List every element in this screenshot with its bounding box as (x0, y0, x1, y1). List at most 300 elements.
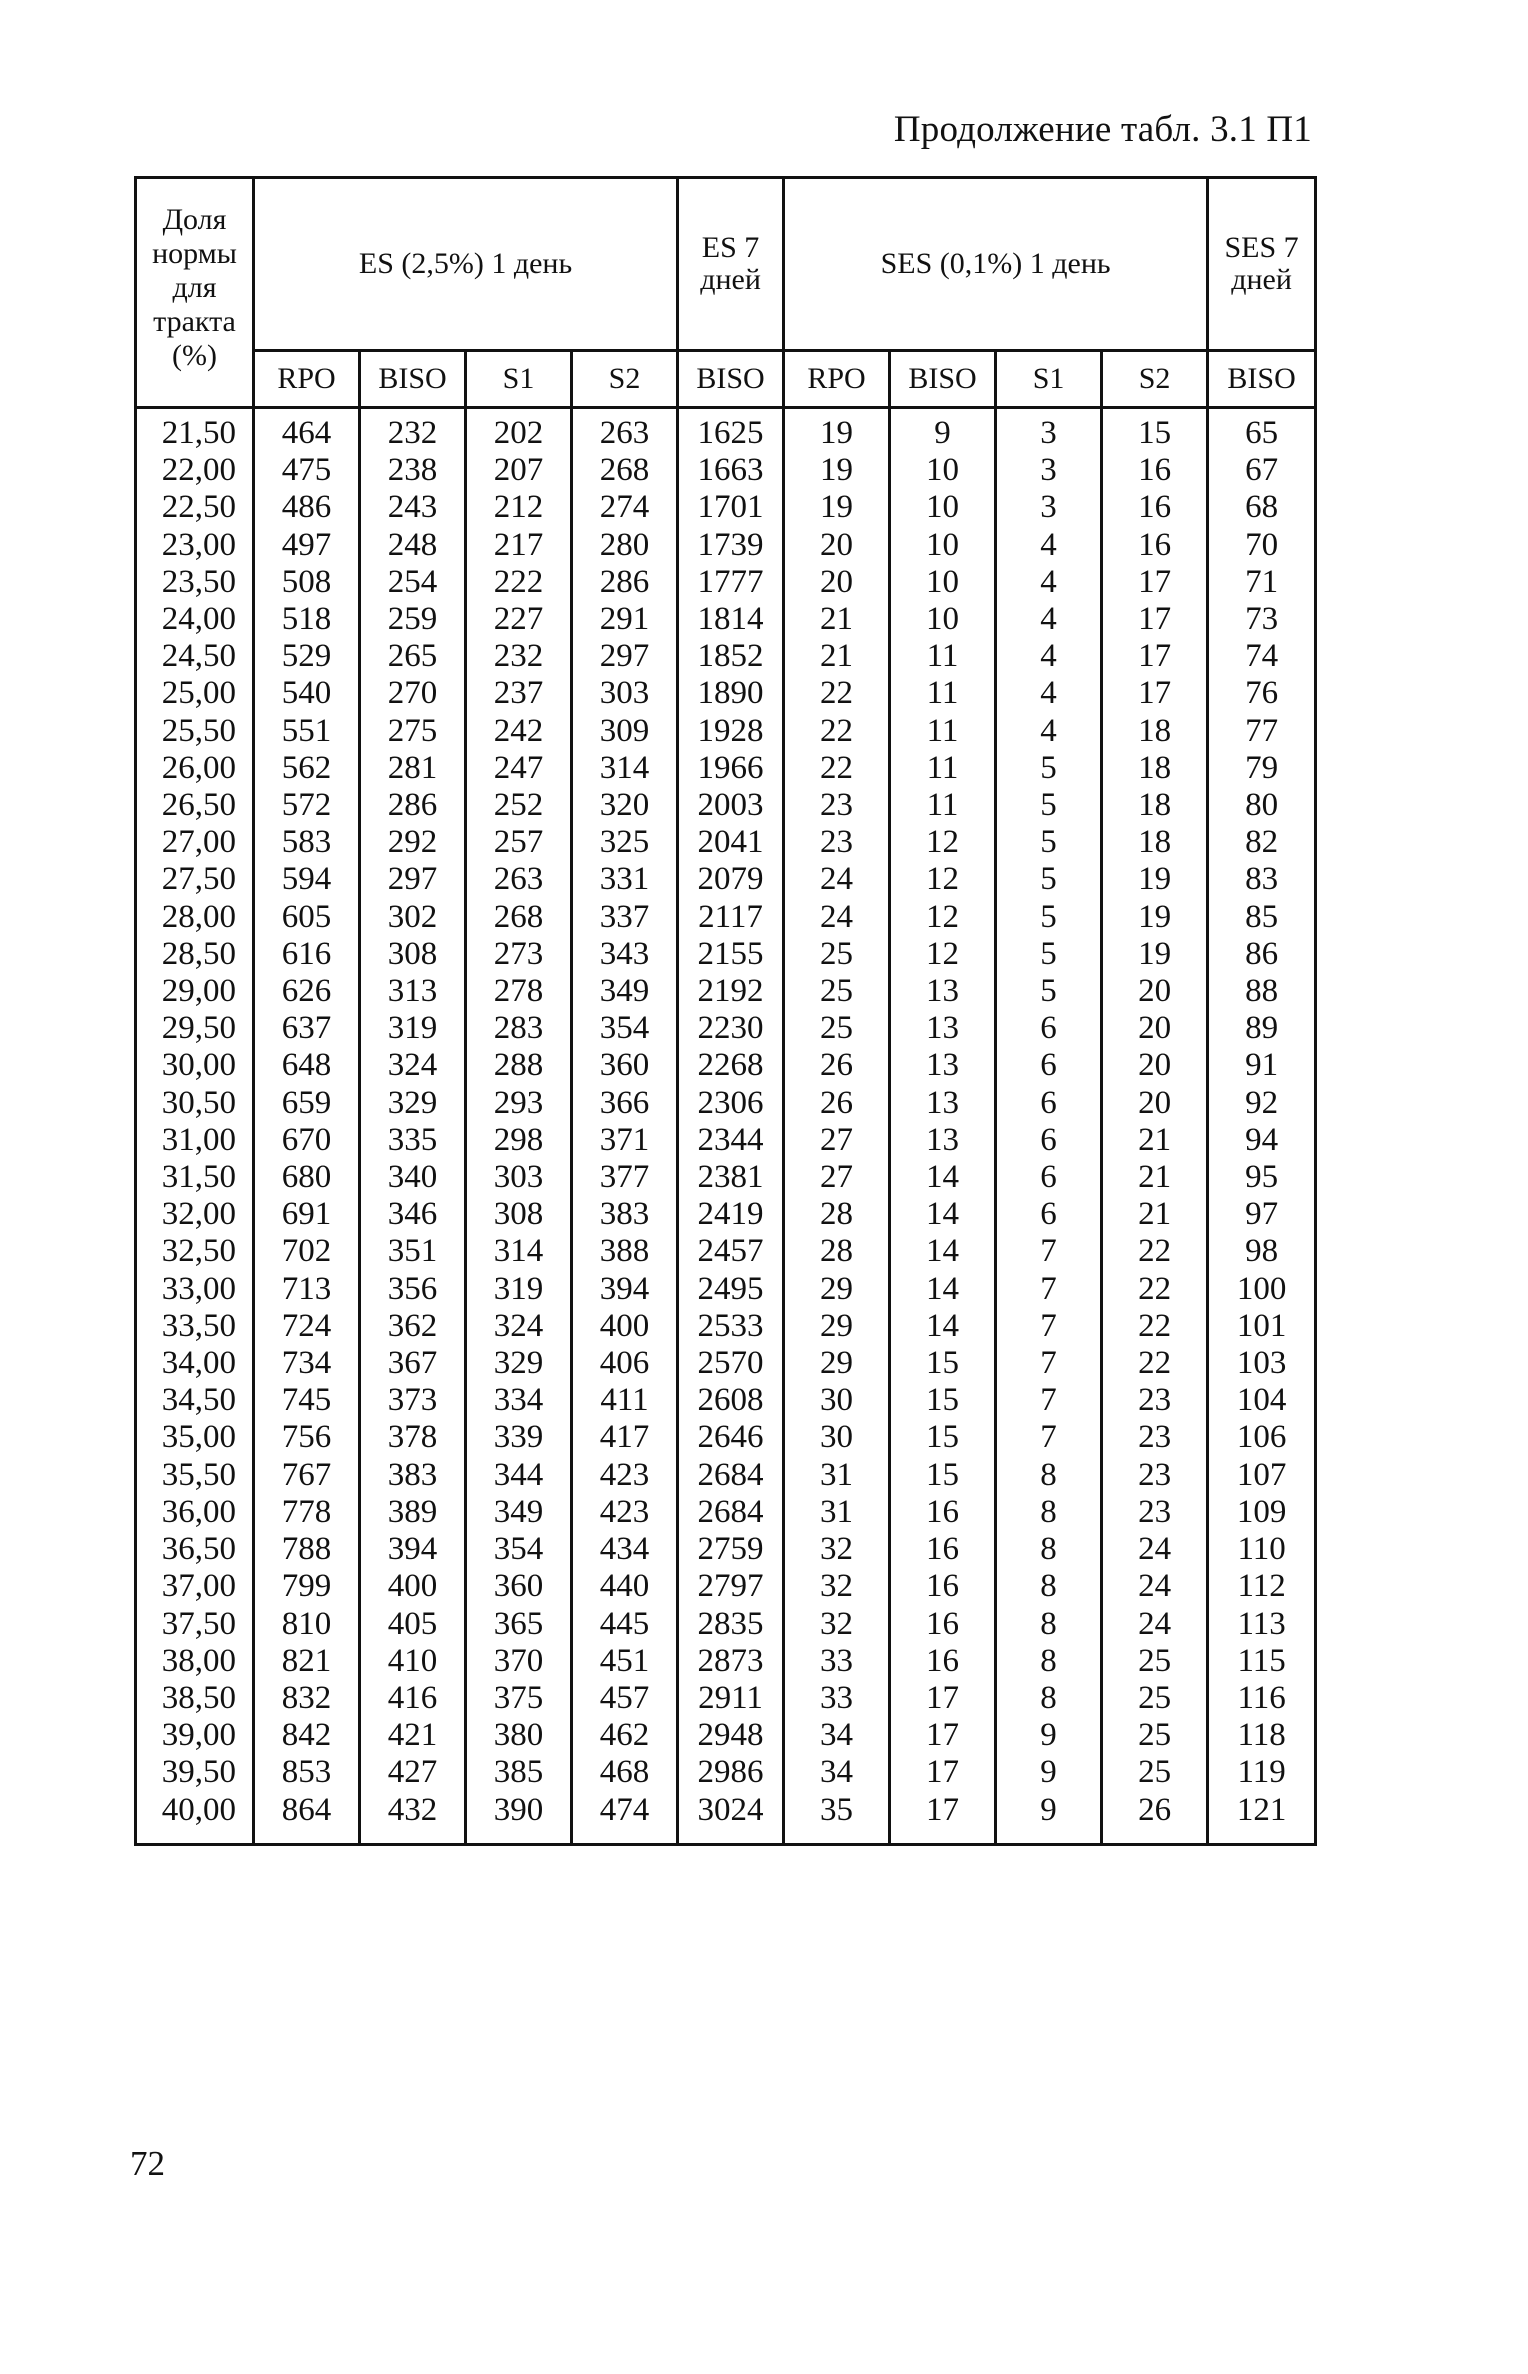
value-cell: 434 (572, 1531, 678, 1568)
value-cell: 212 (466, 489, 572, 526)
value-cell: 112 (1208, 1568, 1316, 1605)
value-cell: 106 (1208, 1419, 1316, 1456)
value-cell: 17 (890, 1792, 996, 1829)
value-cell: 94 (1208, 1122, 1316, 1159)
value-cell: 302 (360, 899, 466, 936)
value-cell: 756 (254, 1419, 360, 1456)
value-cell: 21 (1102, 1122, 1208, 1159)
value-cell: 34 (784, 1717, 890, 1754)
value-cell: 486 (254, 489, 360, 526)
value-cell: 24 (1102, 1606, 1208, 1643)
value-cell: 1928 (678, 713, 784, 750)
value-cell: 864 (254, 1792, 360, 1829)
value-cell: 298 (466, 1122, 572, 1159)
share-cell: 33,00 (136, 1271, 254, 1308)
value-cell: 2570 (678, 1345, 784, 1382)
value-cell: 6 (996, 1196, 1102, 1233)
value-cell: 417 (572, 1419, 678, 1456)
value-cell: 810 (254, 1606, 360, 1643)
table-row (136, 1159, 1316, 1196)
value-cell: 232 (466, 638, 572, 675)
value-cell: 18 (1102, 750, 1208, 787)
value-cell: 8 (996, 1643, 1102, 1680)
value-cell: 2268 (678, 1047, 784, 1084)
table-row (136, 750, 1316, 787)
value-cell: 28 (784, 1233, 890, 1270)
value-cell: 337 (572, 899, 678, 936)
value-cell: 14 (890, 1271, 996, 1308)
value-cell: 3 (996, 415, 1102, 452)
value-cell: 286 (572, 564, 678, 601)
value-cell: 360 (466, 1568, 572, 1605)
value-cell: 119 (1208, 1754, 1316, 1791)
value-cell: 29 (784, 1271, 890, 1308)
value-cell: 286 (360, 787, 466, 824)
value-cell: 12 (890, 824, 996, 861)
data-table-container (134, 176, 1314, 1846)
table-row (136, 489, 1316, 526)
value-cell: 594 (254, 861, 360, 898)
value-cell: 335 (360, 1122, 466, 1159)
value-cell: 27 (784, 1122, 890, 1159)
value-cell: 24 (1102, 1531, 1208, 1568)
value-cell: 319 (360, 1010, 466, 1047)
value-cell: 92 (1208, 1085, 1316, 1122)
table-row (136, 1680, 1316, 1717)
value-cell: 2759 (678, 1531, 784, 1568)
subheader-cell: BISO (890, 351, 996, 408)
header-es-week: ES 7 дней (678, 178, 784, 351)
header-ses-day: SES (0,1%) 1 день (784, 178, 1208, 351)
value-cell: 14 (890, 1159, 996, 1196)
value-cell: 17 (890, 1754, 996, 1791)
value-cell: 31 (784, 1457, 890, 1494)
value-cell: 8 (996, 1568, 1102, 1605)
share-cell: 24,00 (136, 601, 254, 638)
value-cell: 680 (254, 1159, 360, 1196)
value-cell: 2684 (678, 1457, 784, 1494)
value-cell: 12 (890, 899, 996, 936)
value-cell: 8 (996, 1680, 1102, 1717)
table-bottom-spacer-row (136, 1829, 1316, 1845)
value-cell: 13 (890, 1010, 996, 1047)
value-cell: 243 (360, 489, 466, 526)
value-cell: 1625 (678, 415, 784, 452)
value-cell: 19 (1102, 861, 1208, 898)
table-row (136, 415, 1316, 452)
value-cell: 8 (996, 1457, 1102, 1494)
value-cell: 97 (1208, 1196, 1316, 1233)
value-cell: 377 (572, 1159, 678, 1196)
value-cell: 16 (890, 1568, 996, 1605)
spacer-cell (466, 408, 572, 416)
value-cell: 2344 (678, 1122, 784, 1159)
table-row (136, 638, 1316, 675)
value-cell: 405 (360, 1606, 466, 1643)
subheader-cell: BISO (1208, 351, 1316, 408)
value-cell: 26 (784, 1047, 890, 1084)
value-cell: 110 (1208, 1531, 1316, 1568)
value-cell: 583 (254, 824, 360, 861)
value-cell: 5 (996, 973, 1102, 1010)
value-cell: 13 (890, 1122, 996, 1159)
header-row-subcolumns (136, 351, 1316, 408)
value-cell: 89 (1208, 1010, 1316, 1047)
value-cell: 329 (360, 1085, 466, 1122)
table-row (136, 1568, 1316, 1605)
value-cell: 497 (254, 527, 360, 564)
value-cell: 2986 (678, 1754, 784, 1791)
value-cell: 17 (1102, 564, 1208, 601)
value-cell: 380 (466, 1717, 572, 1754)
value-cell: 339 (466, 1419, 572, 1456)
value-cell: 25 (1102, 1754, 1208, 1791)
spacer-cell (1208, 1829, 1316, 1845)
value-cell: 19 (1102, 899, 1208, 936)
value-cell: 98 (1208, 1233, 1316, 1270)
value-cell: 19 (784, 415, 890, 452)
table-row (136, 452, 1316, 489)
share-cell: 27,00 (136, 824, 254, 861)
value-cell: 365 (466, 1606, 572, 1643)
value-cell: 13 (890, 973, 996, 1010)
table-row (136, 1345, 1316, 1382)
value-cell: 6 (996, 1047, 1102, 1084)
value-cell: 648 (254, 1047, 360, 1084)
value-cell: 464 (254, 415, 360, 452)
value-cell: 416 (360, 1680, 466, 1717)
share-cell: 32,50 (136, 1233, 254, 1270)
value-cell: 281 (360, 750, 466, 787)
value-cell: 508 (254, 564, 360, 601)
value-cell: 427 (360, 1754, 466, 1791)
value-cell: 7 (996, 1419, 1102, 1456)
value-cell: 4 (996, 601, 1102, 638)
table-row (136, 824, 1316, 861)
value-cell: 288 (466, 1047, 572, 1084)
value-cell: 9 (996, 1754, 1102, 1791)
value-cell: 314 (466, 1233, 572, 1270)
value-cell: 313 (360, 973, 466, 1010)
value-cell: 5 (996, 861, 1102, 898)
value-cell: 354 (466, 1531, 572, 1568)
value-cell: 29 (784, 1345, 890, 1382)
value-cell: 100 (1208, 1271, 1316, 1308)
value-cell: 445 (572, 1606, 678, 1643)
value-cell: 745 (254, 1382, 360, 1419)
value-cell: 354 (572, 1010, 678, 1047)
value-cell: 283 (466, 1010, 572, 1047)
value-cell: 11 (890, 638, 996, 675)
value-cell: 475 (254, 452, 360, 489)
value-cell: 314 (572, 750, 678, 787)
value-cell: 7 (996, 1233, 1102, 1270)
value-cell: 17 (1102, 601, 1208, 638)
value-cell: 26 (784, 1085, 890, 1122)
share-cell: 27,50 (136, 861, 254, 898)
subheader-cell: RPO (784, 351, 890, 408)
value-cell: 518 (254, 601, 360, 638)
value-cell: 334 (466, 1382, 572, 1419)
value-cell: 440 (572, 1568, 678, 1605)
value-cell: 273 (466, 936, 572, 973)
value-cell: 21 (784, 601, 890, 638)
table-row (136, 1717, 1316, 1754)
value-cell: 388 (572, 1233, 678, 1270)
subheader-cell: BISO (678, 351, 784, 408)
share-cell: 31,00 (136, 1122, 254, 1159)
value-cell: 25 (1102, 1680, 1208, 1717)
value-cell: 23 (784, 787, 890, 824)
share-cell: 24,50 (136, 638, 254, 675)
value-cell: 2155 (678, 936, 784, 973)
value-cell: 3024 (678, 1792, 784, 1829)
value-cell: 373 (360, 1382, 466, 1419)
value-cell: 252 (466, 787, 572, 824)
spacer-cell (1208, 408, 1316, 416)
value-cell: 27 (784, 1159, 890, 1196)
value-cell: 7 (996, 1308, 1102, 1345)
table-row (136, 1643, 1316, 1680)
value-cell: 320 (572, 787, 678, 824)
value-cell: 394 (360, 1531, 466, 1568)
table-row (136, 1010, 1316, 1047)
value-cell: 1777 (678, 564, 784, 601)
value-cell: 17 (890, 1717, 996, 1754)
value-cell: 637 (254, 1010, 360, 1047)
spacer-cell (996, 408, 1102, 416)
value-cell: 232 (360, 415, 466, 452)
value-cell: 91 (1208, 1047, 1316, 1084)
value-cell: 325 (572, 824, 678, 861)
value-cell: 118 (1208, 1717, 1316, 1754)
value-cell: 263 (466, 861, 572, 898)
value-cell: 5 (996, 750, 1102, 787)
value-cell: 280 (572, 527, 678, 564)
value-cell: 362 (360, 1308, 466, 1345)
value-cell: 259 (360, 601, 466, 638)
header-es-day: ES (2,5%) 1 день (254, 178, 678, 351)
share-cell: 23,00 (136, 527, 254, 564)
subheader-cell: S2 (572, 351, 678, 408)
value-cell: 33 (784, 1680, 890, 1717)
value-cell: 410 (360, 1643, 466, 1680)
value-cell: 16 (890, 1494, 996, 1531)
table-row (136, 1494, 1316, 1531)
table-row (136, 787, 1316, 824)
value-cell: 6 (996, 1085, 1102, 1122)
value-cell: 14 (890, 1233, 996, 1270)
share-cell: 39,50 (136, 1754, 254, 1791)
value-cell: 265 (360, 638, 466, 675)
subheader-cell: S1 (996, 351, 1102, 408)
value-cell: 670 (254, 1122, 360, 1159)
value-cell: 2192 (678, 973, 784, 1010)
value-cell: 254 (360, 564, 466, 601)
value-cell: 4 (996, 675, 1102, 712)
share-cell: 37,00 (136, 1568, 254, 1605)
value-cell: 2495 (678, 1271, 784, 1308)
value-cell: 104 (1208, 1382, 1316, 1419)
table-row (136, 1382, 1316, 1419)
table-caption: Продолжение табл. 3.1 П1 (893, 109, 1312, 150)
table-row (136, 1085, 1316, 1122)
value-cell: 832 (254, 1680, 360, 1717)
page-number: 72 (130, 2144, 165, 2183)
value-cell: 16 (1102, 452, 1208, 489)
spacer-cell (890, 408, 996, 416)
value-cell: 275 (360, 713, 466, 750)
value-cell: 79 (1208, 750, 1316, 787)
table-row (136, 1308, 1316, 1345)
spacer-cell (136, 408, 254, 416)
value-cell: 23 (1102, 1457, 1208, 1494)
value-cell: 22 (1102, 1271, 1208, 1308)
spacer-cell (784, 1829, 890, 1845)
value-cell: 293 (466, 1085, 572, 1122)
value-cell: 4 (996, 527, 1102, 564)
value-cell: 16 (890, 1606, 996, 1643)
value-cell: 24 (784, 899, 890, 936)
value-cell: 297 (360, 861, 466, 898)
table-row (136, 936, 1316, 973)
value-cell: 77 (1208, 713, 1316, 750)
spacer-cell (572, 408, 678, 416)
value-cell: 2948 (678, 1717, 784, 1754)
value-cell: 4 (996, 638, 1102, 675)
value-cell: 375 (466, 1680, 572, 1717)
value-cell: 2419 (678, 1196, 784, 1233)
value-cell: 15 (890, 1419, 996, 1456)
value-cell: 383 (572, 1196, 678, 1233)
value-cell: 207 (466, 452, 572, 489)
value-cell: 263 (572, 415, 678, 452)
value-cell: 274 (572, 489, 678, 526)
value-cell: 16 (890, 1531, 996, 1568)
value-cell: 247 (466, 750, 572, 787)
spacer-cell (360, 408, 466, 416)
value-cell: 7 (996, 1345, 1102, 1382)
value-cell: 15 (890, 1457, 996, 1494)
value-cell: 83 (1208, 861, 1316, 898)
share-cell: 34,00 (136, 1345, 254, 1382)
value-cell: 562 (254, 750, 360, 787)
share-cell: 29,00 (136, 973, 254, 1010)
table-row (136, 1122, 1316, 1159)
value-cell: 10 (890, 489, 996, 526)
value-cell: 103 (1208, 1345, 1316, 1382)
value-cell: 24 (784, 861, 890, 898)
value-cell: 2003 (678, 787, 784, 824)
share-cell: 29,50 (136, 1010, 254, 1047)
spacer-cell (360, 1829, 466, 1845)
value-cell: 9 (996, 1792, 1102, 1829)
value-cell: 2381 (678, 1159, 784, 1196)
share-cell: 25,00 (136, 675, 254, 712)
value-cell: 19 (1102, 936, 1208, 973)
value-cell: 222 (466, 564, 572, 601)
value-cell: 1663 (678, 452, 784, 489)
value-cell: 5 (996, 936, 1102, 973)
value-cell: 691 (254, 1196, 360, 1233)
value-cell: 551 (254, 713, 360, 750)
table-row (136, 1047, 1316, 1084)
value-cell: 88 (1208, 973, 1316, 1010)
value-cell: 21 (784, 638, 890, 675)
value-cell: 257 (466, 824, 572, 861)
value-cell: 371 (572, 1122, 678, 1159)
value-cell: 11 (890, 787, 996, 824)
value-cell: 33 (784, 1643, 890, 1680)
value-cell: 18 (1102, 824, 1208, 861)
value-cell: 237 (466, 675, 572, 712)
value-cell: 25 (784, 936, 890, 973)
value-cell: 80 (1208, 787, 1316, 824)
value-cell: 292 (360, 824, 466, 861)
value-cell: 309 (572, 713, 678, 750)
value-cell: 1852 (678, 638, 784, 675)
table-row (136, 1531, 1316, 1568)
subheader-cell: S1 (466, 351, 572, 408)
value-cell: 5 (996, 899, 1102, 936)
value-cell: 799 (254, 1568, 360, 1605)
value-cell: 2041 (678, 824, 784, 861)
value-cell: 8 (996, 1531, 1102, 1568)
value-cell: 20 (1102, 973, 1208, 1010)
value-cell: 370 (466, 1643, 572, 1680)
value-cell: 385 (466, 1754, 572, 1791)
value-cell: 331 (572, 861, 678, 898)
share-cell: 33,50 (136, 1308, 254, 1345)
value-cell: 291 (572, 601, 678, 638)
value-cell: 17 (1102, 638, 1208, 675)
share-cell: 36,00 (136, 1494, 254, 1531)
value-cell: 34 (784, 1754, 890, 1791)
value-cell: 10 (890, 527, 996, 564)
value-cell: 2457 (678, 1233, 784, 1270)
value-cell: 468 (572, 1754, 678, 1791)
value-cell: 529 (254, 638, 360, 675)
table-row (136, 861, 1316, 898)
value-cell: 25 (784, 973, 890, 1010)
value-cell: 7 (996, 1382, 1102, 1419)
value-cell: 351 (360, 1233, 466, 1270)
value-cell: 349 (572, 973, 678, 1010)
value-cell: 788 (254, 1531, 360, 1568)
value-cell: 378 (360, 1419, 466, 1456)
value-cell: 1966 (678, 750, 784, 787)
share-cell: 39,00 (136, 1717, 254, 1754)
header-row-groups (136, 178, 1316, 351)
value-cell: 5 (996, 787, 1102, 824)
table-row (136, 713, 1316, 750)
value-cell: 303 (466, 1159, 572, 1196)
value-cell: 451 (572, 1643, 678, 1680)
value-cell: 22 (1102, 1345, 1208, 1382)
value-cell: 242 (466, 713, 572, 750)
value-cell: 394 (572, 1271, 678, 1308)
value-cell: 1814 (678, 601, 784, 638)
value-cell: 23 (1102, 1382, 1208, 1419)
value-cell: 25 (1102, 1643, 1208, 1680)
value-cell: 86 (1208, 936, 1316, 973)
value-cell: 70 (1208, 527, 1316, 564)
value-cell: 3 (996, 489, 1102, 526)
value-cell: 6 (996, 1010, 1102, 1047)
value-cell: 778 (254, 1494, 360, 1531)
value-cell: 297 (572, 638, 678, 675)
value-cell: 268 (466, 899, 572, 936)
